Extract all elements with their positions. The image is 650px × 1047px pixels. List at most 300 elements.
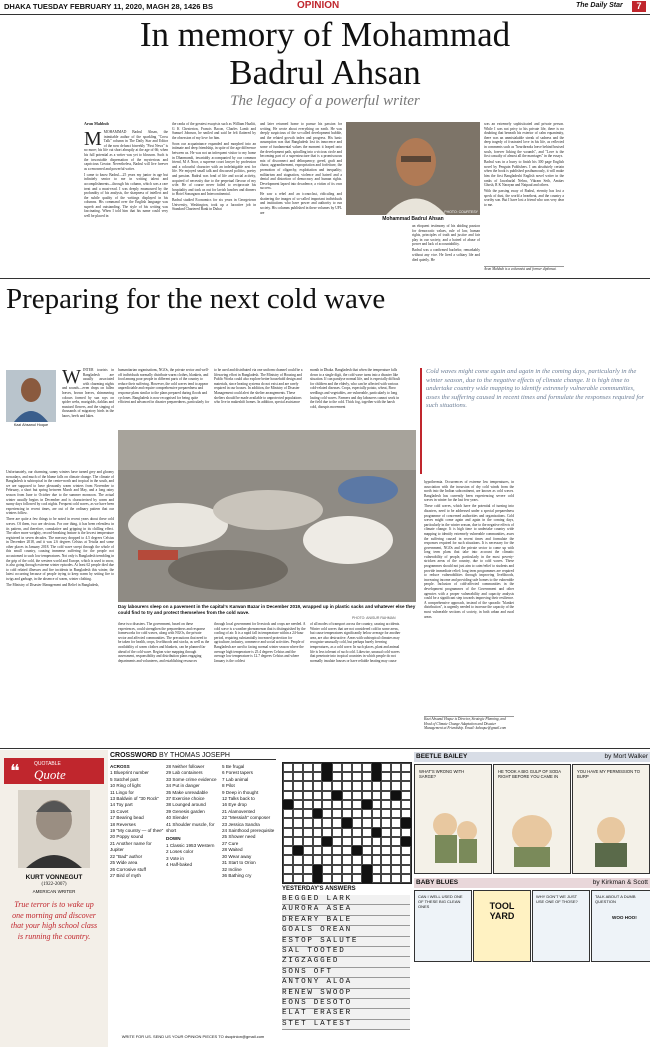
story1-col5 (484, 122, 564, 209)
grid-cell[interactable] (313, 846, 323, 855)
grid-block (283, 800, 293, 809)
quotable-quote: True terror is to wake up one morning and discover that your high school class is running the country. (10, 900, 98, 941)
answer-row: DREARY BALE (282, 916, 410, 926)
grid-cell[interactable] (391, 800, 401, 809)
grid-block (313, 809, 323, 818)
across-clue: 5 Satchel part (110, 776, 139, 782)
story2-col1-p1: INTER tourists in Bangladesh are usually associated with charming nights and sounds—even drops on fallen leaves, brown leaves, shimmering colours formed by sun rays on spider webs, marigolds, dahlias and mustard flowers, and the singing of thousands of migratory birds in the haors, beels and lakes. (62, 368, 114, 418)
story2-author: Kazi Ahsanul Hoque (13, 423, 49, 427)
across-clue: 33 Some crime evidence (166, 776, 217, 782)
grid-cell[interactable] (372, 791, 382, 800)
grid-cell[interactable] (391, 846, 401, 855)
grid-cell[interactable] (303, 781, 313, 790)
down-list-2 (222, 764, 276, 879)
grid-block (313, 865, 323, 874)
across-clues-2 (166, 764, 220, 869)
story2-bio: Kazi Ahsanul Hoque is Director, Strategic Planning, and Head of Climate Change Adaptation and Disaster Management at Friendship. Email: kahoque@gmail.com (424, 716, 514, 731)
grid-cell[interactable] (342, 781, 352, 790)
story2-bottom-col2: these two disasters. The government, based on these experiences, could strengthen the preparedness and response frameworks for cold waves, along with NGOs, the private sector and affected communities. The precautions that need to be taken for health, crops, livelihoods and stocks, as well as the availability of warm clothes and blankets, can be planned far ahead of the cold wave. Region wise mapping through assessment, responsibility and distribution plans engaging departments and volunteers, and establishing resources (118, 622, 210, 663)
story1-col5-p3: With the passing away of Badrul, eternity has lost a speck of dust, the world a heartbeat, and the country a worthy son. But I have lost a friend who was very dear to me. (484, 189, 564, 207)
grid-cell[interactable] (391, 828, 401, 837)
grid-cell[interactable] (303, 763, 313, 772)
grid-cell[interactable] (381, 828, 391, 837)
grid-cell[interactable] (362, 781, 372, 790)
answers-grid (282, 895, 410, 1030)
strip1-balloon1: WHAT'S WRONG WITH SARGE? (419, 769, 465, 779)
grid-cell[interactable] (401, 800, 411, 809)
grid-cell[interactable] (332, 846, 342, 855)
grid-cell[interactable] (303, 791, 313, 800)
story2-headline: Preparing for the next cold wave (6, 283, 386, 315)
story1-col2-p3: Badrul studied Economics for six years in Georgetown University, Washington, took up a lucrative job in Standard Chartered Bank in Dubai (172, 198, 256, 212)
grid-cell[interactable] (342, 837, 352, 846)
answer-row: STET LATEST (282, 1020, 410, 1030)
across-clue: 38 Lounged around (166, 802, 206, 808)
grid-cell[interactable] (372, 781, 382, 790)
across-clue: 40 Slender (166, 815, 189, 821)
grid-cell[interactable] (401, 791, 411, 800)
grid-cell[interactable] (283, 837, 293, 846)
grid-cell[interactable] (332, 772, 342, 781)
grid-cell[interactable] (303, 837, 313, 846)
grid-cell[interactable] (332, 837, 342, 846)
grid-block (372, 828, 382, 837)
story2-bottom-col4: of all modes of transport across the country, causing accidents. Winter cold waves that are not considered cold in some areas, but cause temperatures significantly below average for another area, are also destructive. Areas with subtropical climates may recognise unusually cold, but perhaps barely freezing temperatures, as a cold wave. In such places, plant and animal life is less tolerant of such cold. Likewise, unusual cold waves that penetrate into tropical countries in which people do not normally insulate houses or have reliable heating may cause (310, 622, 401, 663)
grid-block (372, 763, 382, 772)
story2-photo-caption: Day labourers sleep on a pavement in the capital's Karwan Bazar in December 2019, wrapped up in plastic sacks and whatever else they could find to try and protect themselves from the cold wave. (118, 604, 416, 615)
grid-cell[interactable] (352, 874, 362, 883)
grid-cell[interactable] (352, 763, 362, 772)
grid-cell[interactable] (352, 781, 362, 790)
grid-cell[interactable] (293, 763, 303, 772)
grid-cell[interactable] (283, 846, 293, 855)
grid-cell[interactable] (322, 809, 332, 818)
grid-cell[interactable] (322, 818, 332, 827)
grid-cell[interactable] (293, 865, 303, 874)
grid-cell[interactable] (342, 874, 352, 883)
answer-row: EONS DESOTO (282, 999, 410, 1009)
grid-cell[interactable] (362, 846, 372, 855)
down-clues-2 (222, 764, 276, 879)
grid-cell[interactable] (303, 865, 313, 874)
grid-cell[interactable] (313, 800, 323, 809)
grid-cell[interactable] (381, 865, 391, 874)
quotable-label (4, 758, 104, 784)
grid-cell[interactable] (391, 837, 401, 846)
grid-cell[interactable] (283, 865, 293, 874)
grid-cell[interactable] (293, 837, 303, 846)
across-clue: 35 Make unreadable (166, 789, 208, 795)
grid-cell[interactable] (401, 763, 411, 772)
answer-row: ELAT ERASER (282, 1009, 410, 1019)
grid-cell[interactable] (283, 772, 293, 781)
grid-cell[interactable] (362, 809, 372, 818)
crossword-grid[interactable] (282, 762, 412, 884)
grid-cell[interactable] (391, 865, 401, 874)
grid-cell[interactable] (322, 846, 332, 855)
story2-dropcap: W (62, 366, 81, 388)
story2-right-p1: hypothermia. Occurrences of extreme low temperatures, in association with the incursion of dry cold winds from the north into the Indian subcontinent, are known as cold waves. Bangladesh has currently been experiencing severe cold waves in winter for the last few years. (424, 480, 514, 503)
story1-heading (0, 16, 650, 110)
divider (0, 278, 650, 279)
grid-cell[interactable] (391, 763, 401, 772)
grid-cell[interactable] (293, 874, 303, 883)
grid-cell[interactable] (332, 781, 342, 790)
grid-cell[interactable] (362, 828, 372, 837)
down-clue: 8 Pilot (222, 783, 235, 789)
grid-cell[interactable] (293, 781, 303, 790)
grid-cell[interactable] (283, 809, 293, 818)
grid-cell[interactable] (391, 781, 401, 790)
story1-col1-p2: I came to know Badrul—25 years my junior in age but infinitely senior to me in writing talent and accomplishments—through his column, which was a rare treat and a must-read. I was deeply enamoured by the profundity of his analysis, the sharpness of intellect and the subtle quality of the writings displayed in his columns. His command over the English language was superb and outstanding. The style of his writing was fascinating. When I told him that his name could very well be placed in (84, 172, 168, 219)
vonnegut-portrait-icon (18, 790, 90, 868)
across-clue: 10 Ring of light (110, 783, 141, 789)
across-clue: 28 Neither follower (166, 764, 205, 769)
grid-cell[interactable] (362, 772, 372, 781)
grid-block (342, 818, 352, 827)
grid-block (293, 846, 303, 855)
grid-cell[interactable] (303, 828, 313, 837)
story2-right-p2: These cold waves, which have the potential of turning into disasters, need to be addressed under a special preparedness programme of concerned authorities and organisations. Cold waves might come again and again in the coming days, particularly in the winter season, due to the negative effects of climate change. It is high time to undertake country wide mapping to identify extremely vulnerable communities, asses the suffering caused in recent times and formulate the responses required for such situations. It is necessary for the government, NGOs and the private sector to come up with long term plans that take into account the climatic vulnerability of people, particularly in the most poverty-stricken areas of the country, due to cold waves. These programmes should not just aim to cater/relief to students and provide immediate relief; long term programmes are required to reduce vulnerabilities through improving livelihoods, increasing income and providing safe homes to the vulnerable people. Inclusion of cold-affected communities in the development programmes of the Government and other agencies with a proper vulnerability and capacity analysis could be a significant step towards improving their resilience. A comprehensive approach, instead of the sporadic "blanket distribution", is urgently needed to increase the capacity of the most vulnerable sections of society, in both urban and rural areas. (424, 504, 514, 619)
paper-name: The Daily Star (576, 2, 623, 9)
grid-cell[interactable] (372, 809, 382, 818)
across-clue: 21 Another name for Jupiter (110, 840, 152, 853)
story2-col1 (6, 470, 114, 589)
down-clue: 32 Incline (222, 866, 242, 872)
grid-cell[interactable] (362, 791, 372, 800)
grid-cell[interactable] (401, 874, 411, 883)
quotable-role: AMERICAN WRITER (32, 889, 76, 894)
grid-cell[interactable] (332, 855, 342, 864)
down-clue: 36 Bathing cry (222, 872, 252, 878)
grid-cell[interactable] (283, 791, 293, 800)
grid-cell[interactable] (342, 846, 352, 855)
crossword-header (110, 752, 276, 760)
grid-cell[interactable] (372, 865, 382, 874)
grid-cell[interactable] (381, 837, 391, 846)
grid-cell[interactable] (342, 865, 352, 874)
story1-col1-p1: MOHAMMAD Badrul Ahsan, the inimitable author of the sparkling "Cross Talk" column in The Daily Star and Editor of the now defunct biweekly "First News" is no more; his life cut short abruptly at the age of 66; when his full potential as a writer was yet to blossom. Such is the inscrutable dispensation of the mysterious and capricious Creator. Nevertheless, Badrul will live forever as a renowned and powerful writer. (84, 130, 168, 171)
masthead (0, 0, 650, 15)
across-clue: 22 "Bad" author (110, 853, 143, 859)
across-clue: 20 Poppy sound (110, 834, 144, 840)
grid-cell[interactable] (342, 828, 352, 837)
grid-cell[interactable] (362, 855, 372, 864)
grid-cell[interactable] (372, 800, 382, 809)
story1-col3-p1: and later returned home to pursue his passion for writing. He wrote about everything on earth. He was deeply suspicious of the so-called development bubble, and the related growth index and progress. His basic assumption was that Bangladesh lost its innocence and some of fundamental values the moment it leaped onto the development path, spiralling into a vicious circle and becoming part of a superstructure that is a promiscuous mix of disconnect and delinquency; greed, graft and chaos; aggrandisement, expropriation and forfeiture, the promotion of oligarchy, exploitation and inequality; militarism and stagnation, violence and hatred and a denial and distortion of democracy and human rights. Development lapsed into decadence, a victim of its own success. (260, 122, 342, 191)
grid-cell[interactable] (322, 791, 332, 800)
story1-headline-2: Badrul Ahsan (229, 53, 421, 92)
grid-cell[interactable] (372, 855, 382, 864)
quotable-small: QUOTABLE (34, 761, 61, 767)
strip1-title: BEETLE BAILEY (416, 753, 468, 760)
down-clue: 31 Start to Orion (222, 860, 256, 866)
grid-cell[interactable] (352, 800, 362, 809)
grid-cell[interactable] (283, 763, 293, 772)
crossword-panel (110, 750, 412, 1047)
story1-col2-p2: Soon our acquaintance expanded and morphed into an intimate and deep friendship, in spite of the age difference between us. He was not an infrequent visitor to my home in Dhanmondi, invariably accompanied by our common friend, M A Noor, a supreme court lawyer by profession and a colourful character with an indefatigable zest for life. We enjoyed small talk and discussed politics, poetry and passion. Badrul was fond of life and social activity, acquired of necessity due to the perpetual flavour of my wife. He of course never failed to reciprocate his hospitality and took us out for lavish lunches and dinners to Hotel Sonargaon and Intercontinental. (172, 141, 256, 197)
story1-headline-1: In memory of Mohammad (139, 15, 511, 54)
grid-cell[interactable] (283, 781, 293, 790)
grid-cell[interactable] (352, 818, 362, 827)
grid-cell[interactable] (313, 772, 323, 781)
down-clue: 22 "Messiah" composer (222, 815, 271, 821)
strip2-panel1 (414, 890, 472, 962)
author-portrait-icon (6, 370, 56, 422)
story1-col4-p2: Badrul was a confirmed bachelor, remarkably without any vice. He lived a solitary life and died quietly. He (412, 248, 480, 262)
quotable-panel (0, 750, 108, 1047)
down-clue: 7 Lab animal (222, 776, 249, 782)
across-clue: 39 Genesis garden (166, 808, 205, 814)
grid-block (322, 772, 332, 781)
grid-block (401, 818, 411, 827)
across-clue: 15 Covet (110, 808, 129, 814)
strip2-balloon4: TALK ABOUT A DUMB QUESTION (595, 894, 636, 904)
grid-block (362, 800, 372, 809)
across-clue: 14 Toy part (110, 802, 133, 808)
across-clue: 37 Exercise choice (166, 796, 205, 802)
down-clue: 23 Jessica Sandra (222, 821, 260, 827)
across-clue: 26 Corrosive stuff (110, 866, 146, 872)
grid-cell[interactable] (342, 791, 352, 800)
grid-cell[interactable] (332, 800, 342, 809)
down-clue: 27 Cure (222, 840, 239, 846)
quotable-big: Quote (34, 767, 66, 782)
across-clue: 13 Baldwin of "30 Rock" (110, 796, 159, 802)
crossword-byline: BY THOMAS JOSEPH (159, 752, 230, 759)
grid-cell[interactable] (293, 828, 303, 837)
grid-cell[interactable] (313, 791, 323, 800)
grid-block (313, 874, 323, 883)
quote-mark-icon: ❝ (10, 761, 20, 781)
sarge-icon (504, 809, 560, 869)
down-clue: 3 Vote in (166, 855, 184, 861)
strip2-sign: TOOL YARD (489, 901, 515, 921)
down-clue: 4 Half-baked (166, 862, 193, 868)
story2-right-col (424, 480, 514, 621)
grid-cell[interactable] (332, 809, 342, 818)
grid-cell[interactable] (342, 763, 352, 772)
grid-cell[interactable] (332, 763, 342, 772)
story1-subhead: The legacy of a powerful writer (230, 93, 420, 109)
portrait-icon (346, 122, 480, 215)
grid-cell[interactable] (342, 855, 352, 864)
story1-col3-p2: He saw a rebel and an iconoclast, ridiculing and shattering the images of so-called important individuals and institutions who have power and authority to run society. His columns published in these volumes by UPL are (260, 192, 342, 215)
grid-cell[interactable] (391, 772, 401, 781)
across-list (110, 770, 164, 879)
across-clue: 29 Lab containers (166, 770, 203, 776)
grid-cell[interactable] (342, 800, 352, 809)
story1-bio: Arun Mahbub is a columnist and former diplomat. (484, 266, 564, 272)
grid-cell[interactable] (303, 809, 313, 818)
grid-cell[interactable] (381, 772, 391, 781)
grid-cell[interactable] (303, 874, 313, 883)
grid-cell[interactable] (381, 818, 391, 827)
answer-row: BEGGED LARK (282, 895, 410, 905)
grid-block (322, 763, 332, 772)
down-clue: 25 Shower need (222, 834, 256, 840)
grid-cell[interactable] (372, 846, 382, 855)
grid-cell[interactable] (322, 865, 332, 874)
down-clue: 6 Forest tapers (222, 770, 253, 776)
date-line: DHAKA TUESDAY FEBRUARY 11, 2020, MAGH 28, 1426 BS (4, 2, 213, 11)
grid-cell[interactable] (372, 837, 382, 846)
grid-cell[interactable] (332, 874, 342, 883)
grid-cell[interactable] (381, 809, 391, 818)
grid-cell[interactable] (293, 809, 303, 818)
grid-cell[interactable] (352, 772, 362, 781)
cold-wave-photo (118, 430, 416, 602)
across-clue: 34 Put in danger (166, 783, 200, 789)
grid-cell[interactable] (391, 855, 401, 864)
grid-cell[interactable] (342, 809, 352, 818)
grid-cell[interactable] (381, 763, 391, 772)
grid-cell[interactable] (352, 791, 362, 800)
grid-cell[interactable] (293, 800, 303, 809)
grid-cell[interactable] (303, 855, 313, 864)
grid-cell[interactable] (381, 874, 391, 883)
answer-row: ANTONY ALOA (282, 978, 410, 988)
strip1-balloon3: YOU HAVE MY PERMISSION TO BURP (577, 769, 640, 779)
grid-cell[interactable] (332, 828, 342, 837)
grid-cell[interactable] (283, 818, 293, 827)
grid-cell[interactable] (372, 874, 382, 883)
across-label: ACROSS (110, 764, 130, 769)
story2-col4: month in Dhaka. Bangladesh that when the temperature falls down to a single digit, the cold wave turns into a disaster like situation. If can paralyse normal life, and is especially difficult for children and the elderly, who can be affected with various cold-related diseases. Crops, especially potato, wheat, Boro seedlings and vegetables, are vulnerable, particularly to long lasting cold waves. Farmers and day labourers cannot work in the field due to the cold. Thick fog, together with the harsh cold, disrupts movement (310, 368, 401, 409)
grid-cell[interactable] (283, 828, 293, 837)
across-clue: 27 Bird of myth (110, 872, 141, 878)
grid-cell[interactable] (362, 837, 372, 846)
grid-cell[interactable] (303, 772, 313, 781)
grid-cell[interactable] (283, 855, 293, 864)
story1-col2 (172, 122, 256, 213)
baby-blues-strip (414, 890, 650, 1045)
story1-col5-p1: was an extremely sophisticated and private person. While I was not privy to his private life, there is no doubting that beneath his exterior of calm equanimity, there was an unmistakable streak of sadness and the deep tragedy of frustrated love in his life, as reflected in comments such as "heartbreaks leave behind bruised souls, forever licking the wounds", and "Love is the first casualty of almost all the marriages" in the essays. (484, 122, 564, 159)
across-clues-1 (110, 764, 164, 879)
grid-cell[interactable] (401, 865, 411, 874)
grid-cell[interactable] (381, 781, 391, 790)
story2-photo-credit: PHOTO: ANISUR RAHMAN (352, 616, 396, 620)
strip1-balloon2: HE TOOK A BIG GULP OF SODA RIGHT BEFORE YOU CAME IN (498, 769, 561, 779)
strip2-balloon1: CAN I WELL USED ONE OF THESE BIG CLEAN ONES (418, 894, 463, 909)
author-photo (6, 370, 56, 422)
grid-cell[interactable] (391, 818, 401, 827)
strip1-panel3 (572, 764, 650, 874)
strip1-panel2 (493, 764, 571, 874)
strip2-panel2 (473, 890, 531, 962)
vonnegut-photo (18, 790, 90, 868)
grid-cell[interactable] (342, 772, 352, 781)
story1-col4 (412, 224, 480, 264)
answer-row: ESTOP SALUTE (282, 937, 410, 947)
grid-cell[interactable] (322, 828, 332, 837)
grid-cell[interactable] (293, 791, 303, 800)
grid-cell[interactable] (381, 846, 391, 855)
grid-cell[interactable] (303, 846, 313, 855)
grid-cell[interactable] (401, 809, 411, 818)
down-clue: 5 Be frugal (222, 764, 245, 769)
grid-block (362, 874, 372, 883)
pullquote-rule (420, 368, 422, 474)
photo-credit: PHOTO: COURTESY (444, 210, 478, 214)
grid-cell[interactable] (303, 818, 313, 827)
grid-cell[interactable] (313, 781, 323, 790)
down-clue: 12 Talks back to (222, 796, 255, 802)
grid-cell[interactable] (332, 818, 342, 827)
grid-cell[interactable] (313, 837, 323, 846)
grid-cell[interactable] (401, 828, 411, 837)
grid-cell[interactable] (313, 828, 323, 837)
grid-cell[interactable] (352, 855, 362, 864)
grid-cell[interactable] (293, 772, 303, 781)
grid-cell[interactable] (401, 781, 411, 790)
grid-cell[interactable] (352, 837, 362, 846)
grid-cell[interactable] (322, 874, 332, 883)
story2-pullquote: Cold waves might come again and again in the coming days, particularly in the winter season, due to the negative effects of climate change. It is high time to undertake country wide mapping to identify extremely vulnerable communities, asses the suffering caused in recent times and formulate the responses required for such situations. (426, 368, 645, 410)
grid-cell[interactable] (313, 855, 323, 864)
across-clue: 25 Wide area (110, 860, 138, 866)
grid-cell[interactable] (381, 800, 391, 809)
grid-cell[interactable] (322, 855, 332, 864)
across-clue: 41 Shoulder muscle, for short (166, 821, 215, 834)
grid-cell[interactable] (322, 800, 332, 809)
down-clue: 16 Eye drop (222, 802, 247, 808)
grid-cell[interactable] (401, 846, 411, 855)
down-clue: 2 Loses color (166, 849, 194, 855)
grid-cell[interactable] (293, 818, 303, 827)
grid-cell[interactable] (303, 800, 313, 809)
grid-cell[interactable] (313, 818, 323, 827)
strip2-balloon5: WOO HOO! (612, 915, 637, 920)
grid-cell[interactable] (313, 763, 323, 772)
grid-cell[interactable] (352, 865, 362, 874)
grid-cell[interactable] (401, 855, 411, 864)
answer-row: AURORA ASEA (282, 905, 410, 915)
story2-col2: humanitarian organisations, NGOs, the private sector and well-off individuals normally distribute warm clothes, blankets, and food among poor people in different parts of the country to reduce their suffering. However, the cold waves tend to appear unpredictable and require comprehensive preparedness and response plans similar to the plans prepared during floods and cyclones. Bangladesh is now recognised for being quite efficient and advanced in disaster preparedness, particularly for (118, 368, 210, 405)
page-number: 7 (632, 1, 646, 12)
grid-cell[interactable] (362, 818, 372, 827)
story2-bottom-col3: through local government for livestock and crops are needed. A cold wave is a weather phenomenon that is distinguished by the cooling of air. It is a rapid fall in temperature within a 24-hour period, requiring substantially increased protection for agriculture, industry, commerce and social activities. People of Bangladesh are used to facing normal winter season where the average high temperature is 25.4 degrees Celsius and the average low temperature is 12.7 degrees Celsius and where January is the coldest (214, 622, 306, 663)
grid-cell[interactable] (293, 855, 303, 864)
grid-cell[interactable] (372, 818, 382, 827)
grid-cell[interactable] (332, 865, 342, 874)
sleeping-labourers-image-icon (118, 430, 416, 602)
grid-cell[interactable] (391, 809, 401, 818)
grid-cell[interactable] (381, 855, 391, 864)
grid-cell[interactable] (322, 781, 332, 790)
grid-block (372, 772, 382, 781)
bottom-divider (0, 748, 650, 749)
grid-cell[interactable] (352, 809, 362, 818)
story1-col4-p1: an eloquent testimony of his abiding passion for democratic values, rule of law, human rights, principles of truth and justice and fair play in our society, and a hatred of abuse of power and lack of accountability. (412, 224, 480, 247)
grid-cell[interactable] (283, 874, 293, 883)
grid-block (322, 837, 332, 846)
grid-cell[interactable] (381, 791, 391, 800)
grid-cell[interactable] (391, 874, 401, 883)
strip1-header (414, 752, 650, 762)
story2-col1-p3: There are quite a few things to be noted in recent years about these cold waves. Of them, two are obvious. For one thing, it has been relentless in its pattern, and therefore, cumulative and gripping in its chilling effect. The other more weighty, record-breaking feature is the lowest temperature registered in seven decades. The mercury dropped to 4.5 degrees Celsius in December 2018, and it was 2.6 degrees Celsius at Tetulia and some other places in January 2018. The cold wave swept through the whole of this small country, causing immense suffering for the people not accustomed to such low temperatures. Not only is Bangladesh trembling in the grip of the cold, the western world and Europe, which is used to snow, is also going through extreme winter episodes. At least 62 people died due to cold related illnesses and fire incidents in Bangladesh this winter, the latest occurring because of people trying to keep warm by setting fire to twigs and garbage, in the absence of warm, winter clothing. (6, 517, 114, 582)
grid-cell[interactable] (362, 763, 372, 772)
down-clue: 28 Waited (222, 847, 243, 853)
down-clue: 24 Sainthood prerequisite (222, 828, 275, 834)
grid-cell[interactable] (401, 772, 411, 781)
story1-col1: MMOHAMMAD Badrul Ahsan, the inimitable author of the sparkling "Cross Talk" column in The Daily Star and Editor of the now defunct biweekly "First News" is no more; his life cut short abruptly at the age of 66; when his full potential as a writer was yet to blossom. Such is the inscrutable dispensation of the mysterious and capricious Creator. Nevertheless, Badrul will live forever as a renowned and powerful writer. I came to know Badrul—25 years my junior in age but infinitely senior to me in writing talent and accomplishments—through his column, which was a rare treat and a must-read. I was deeply enamoured by the profundity of his analysis, the sharpness of intellect and the subtle quality of the writings displayed in his columns. His command over the English language was superb and outstanding. The style of his writing was fascinating. When I told him that his name could very well be placed in (84, 128, 168, 219)
across-list-2 (166, 764, 220, 834)
story2-col1-p2: Unfortunately, our charming, sunny winters have turned grey and gloomy nowadays, and much of the blame falls on climate change. The climate of Bangladesh is subtropical in the centre-north and tropical in the south, and we are supposed to have pleasantly warm winters from November to February, a short but spring between March and May, and a long rainy season from June to October due to the summer monsoon. The actual winter usually begins in December and is characterised by warm and sunny days followed by cool nights. Frequent cold waves, as we have been experiencing in recent times, are out of the ordinary pattern that our winters follow. (6, 470, 114, 516)
answer-row: RENEW SWOOP (282, 989, 410, 999)
badrul-ahsan-photo (346, 122, 480, 215)
grid-cell[interactable] (352, 828, 362, 837)
